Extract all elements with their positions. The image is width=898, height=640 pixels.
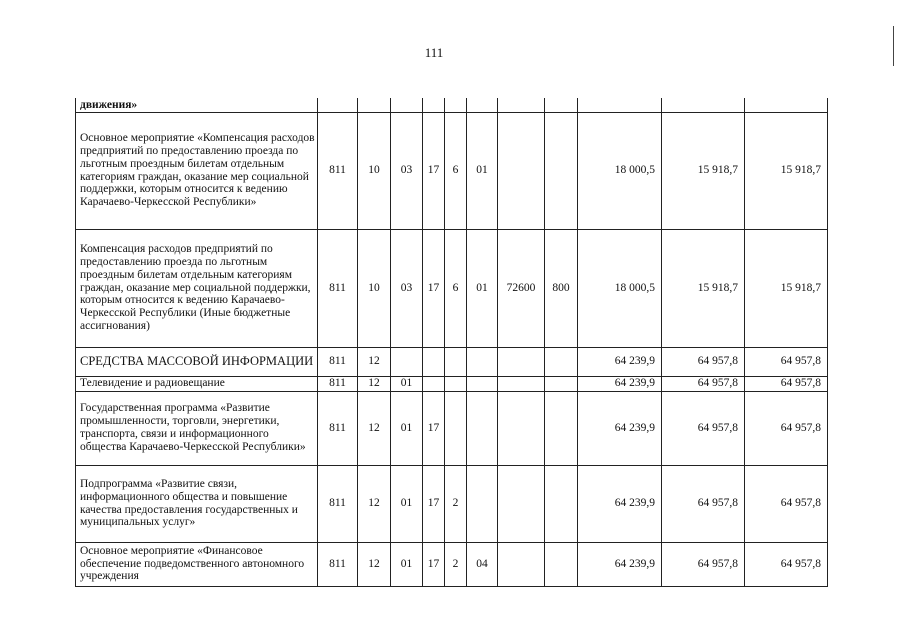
row-name-cell: Основное мероприятие «Финансовое обеспечение подведомственного автономного учреждения [76,542,318,586]
subprogram-cell: 6 [445,229,467,347]
section-cell: 12 [358,542,391,586]
activity-cell [467,391,498,465]
program-cell [423,98,445,112]
amount-year1-cell [578,98,662,112]
row-name: движения» [80,98,138,111]
direction-cell [498,347,545,376]
activity-cell [467,376,498,391]
amount-year2-cell: 64 957,8 [662,391,745,465]
amount-year1-cell: 64 239,9 [578,376,662,391]
row-name-cell: Подпрограмма «Развитие связи, информационного общества и повышение качества предоставления государственных и муниципальных услуг» [76,465,318,542]
row-name-cell: Компенсация расходов предприятий по предоставлению проезда по льготным проездным билетам отдельным категориям граждан, оказание мер социальной поддержки, которым относится к ведению Карачаево-Черкесской Республики (Иные бюджетные ассигнования) [76,229,318,347]
amount-year3-cell: 64 957,8 [745,465,828,542]
amount-year1-cell: 64 239,9 [578,391,662,465]
program-cell: 17 [423,391,445,465]
subsection-cell [391,98,423,112]
subsection-cell [391,347,423,376]
table-row [76,112,828,229]
expense-type-cell [545,465,578,542]
activity-cell: 01 [467,229,498,347]
amount-year3-cell: 64 957,8 [745,376,828,391]
section-cell: 12 [358,376,391,391]
subsection-cell: 01 [391,376,423,391]
subprogram-cell: 6 [445,112,467,229]
expense-type-cell: 800 [545,229,578,347]
program-cell: 17 [423,229,445,347]
direction-cell [498,465,545,542]
budget-table [75,98,828,587]
row-name-cell: Основное мероприятие «Компенсация расходов предприятий по предоставлению проезда по льготным проездным билетам отдельным категориям граждан, оказание мер социальной поддержки, которым относится к ведению Карачаево-Черкесской Республики» [76,112,318,229]
amount-year1-cell: 64 239,9 [578,542,662,586]
program-cell [423,347,445,376]
table-row [76,376,828,391]
table-row [76,465,828,542]
expense-type-cell [545,347,578,376]
amount-year1-cell: 64 239,9 [578,347,662,376]
program-cell [423,376,445,391]
expense-type-cell [545,98,578,112]
amount-year2-cell: 64 957,8 [662,376,745,391]
table-row [76,229,828,347]
amount-year2-cell: 64 957,8 [662,347,745,376]
amount-year2-cell: 15 918,7 [662,112,745,229]
expense-type-cell [545,376,578,391]
amount-year3-cell: 64 957,8 [745,391,828,465]
subsection-cell: 01 [391,391,423,465]
ved-cell: 811 [318,229,358,347]
subprogram-cell [445,98,467,112]
page-number: 111 [424,45,444,60]
amount-year3-cell: 15 918,7 [745,112,828,229]
subsection-cell: 01 [391,465,423,542]
ved-cell: 811 [318,347,358,376]
amount-year2-cell [662,98,745,112]
amount-year3-cell: 64 957,8 [745,347,828,376]
section-cell: 10 [358,112,391,229]
expense-type-cell [545,391,578,465]
program-cell: 17 [423,465,445,542]
subsection-cell: 03 [391,112,423,229]
activity-cell [467,98,498,112]
amount-year2-cell: 64 957,8 [662,465,745,542]
activity-cell [467,465,498,542]
program-cell: 17 [423,112,445,229]
direction-cell [498,391,545,465]
row-name-cell: СРЕДСТВА МАССОВОЙ ИНФОРМАЦИИ [76,347,318,376]
direction-cell [498,376,545,391]
amount-year1-cell: 64 239,9 [578,465,662,542]
row-name-cell [76,98,318,112]
amount-year3-cell: 64 957,8 [745,542,828,586]
section-cell: 12 [358,347,391,376]
row-name-cell: Телевидение и радиовещание [76,376,318,391]
ved-cell: 811 [318,542,358,586]
expense-type-cell [545,112,578,229]
direction-cell [498,112,545,229]
table-row [76,347,828,376]
subprogram-cell [445,391,467,465]
direction-cell [498,98,545,112]
ved-cell: 811 [318,376,358,391]
amount-year1-cell: 18 000,5 [578,112,662,229]
activity-cell: 01 [467,112,498,229]
subsection-cell: 03 [391,229,423,347]
activity-cell [467,347,498,376]
amount-year3-cell [745,98,828,112]
direction-cell [498,542,545,586]
scan-edge-mark [893,26,894,66]
program-cell: 17 [423,542,445,586]
activity-cell: 04 [467,542,498,586]
section-cell: 12 [358,465,391,542]
amount-year2-cell: 15 918,7 [662,229,745,347]
subprogram-cell: 2 [445,542,467,586]
table-row [76,391,828,465]
amount-year3-cell: 15 918,7 [745,229,828,347]
section-cell: 10 [358,229,391,347]
ved-cell: 811 [318,112,358,229]
ved-cell: 811 [318,391,358,465]
section-cell: 12 [358,391,391,465]
section-cell [358,98,391,112]
ved-cell [318,98,358,112]
ved-cell: 811 [318,465,358,542]
subprogram-cell [445,376,467,391]
row-name-cell: Государственная программа «Развитие промышленности, торговли, энергетики, транспорта, связи и информационного общества Карачаево-Черкесской Республики» [76,391,318,465]
amount-year2-cell: 64 957,8 [662,542,745,586]
subsection-cell: 01 [391,542,423,586]
subprogram-cell: 2 [445,465,467,542]
subprogram-cell [445,347,467,376]
table-row [76,542,828,586]
table-row [76,98,828,112]
direction-cell: 72600 [498,229,545,347]
amount-year1-cell: 18 000,5 [578,229,662,347]
expense-type-cell [545,542,578,586]
